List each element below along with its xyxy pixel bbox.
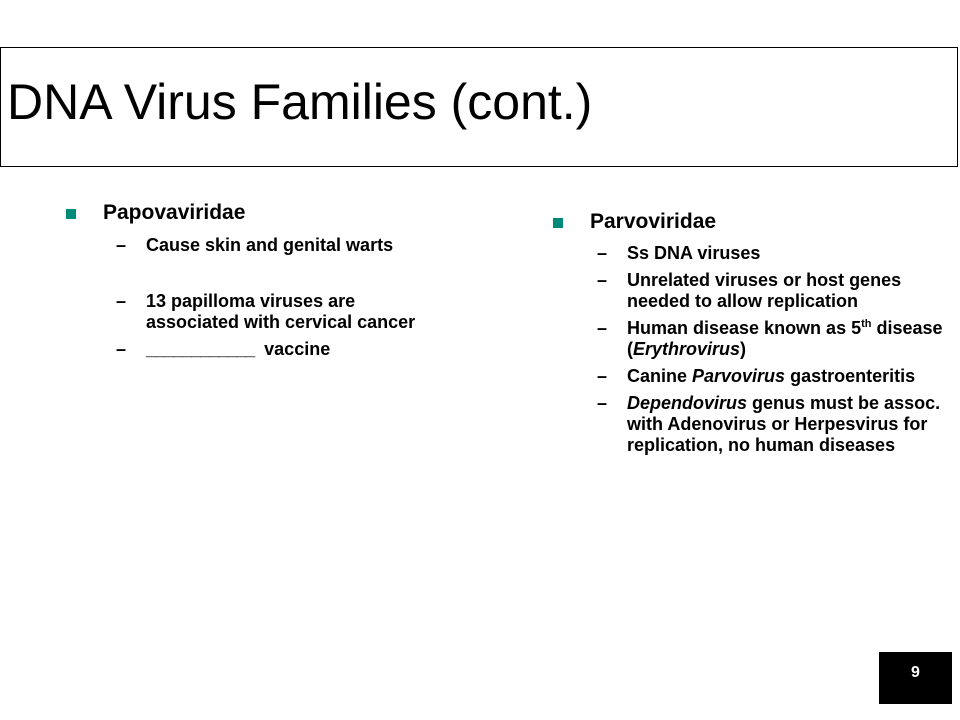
dash-marker: – bbox=[116, 339, 127, 360]
text-segment: Human disease known as 5 bbox=[627, 318, 862, 339]
parvoviridae-list bbox=[553, 243, 943, 456]
list-item-text bbox=[627, 366, 943, 387]
papovaviridae-heading: Papovaviridae bbox=[103, 201, 246, 224]
dash-marker: – bbox=[597, 366, 608, 387]
parvoviridae-heading-row bbox=[553, 209, 943, 234]
list-item bbox=[597, 366, 943, 387]
list-item-text bbox=[146, 339, 426, 360]
dash-marker: – bbox=[116, 235, 127, 256]
list-item bbox=[597, 393, 943, 456]
list-item-text: 13 papilloma viruses are associated with cervical cancer bbox=[146, 291, 416, 333]
dash-marker: – bbox=[597, 393, 608, 414]
text-segment: Canine bbox=[627, 366, 693, 387]
title-bar bbox=[0, 47, 958, 167]
list-item-text bbox=[627, 318, 943, 360]
list-item bbox=[116, 235, 426, 256]
list-item bbox=[116, 339, 426, 360]
left-column bbox=[66, 200, 426, 360]
genus-name: Parvovirus bbox=[692, 366, 786, 387]
list-item bbox=[597, 243, 943, 264]
list-item-text bbox=[627, 393, 943, 456]
fill-in-blank: ____________ bbox=[146, 339, 255, 360]
genus-name: Erythrovirus bbox=[633, 339, 741, 360]
dash-marker: – bbox=[597, 270, 608, 291]
vaccine-label: vaccine bbox=[264, 339, 331, 360]
dash-marker: – bbox=[116, 291, 127, 312]
superscript: th bbox=[861, 318, 872, 331]
list-item bbox=[116, 291, 426, 333]
list-item-text: Unrelated viruses or host genes needed to allow replication bbox=[627, 270, 902, 312]
parvoviridae-heading: Parvoviridae bbox=[590, 210, 717, 233]
text-segment: genus must be assoc. with Adenovirus or Herpesvirus for replication, no human diseases bbox=[627, 393, 941, 456]
genus-name: Dependovirus bbox=[627, 393, 748, 414]
text-segment: gastroenteritis bbox=[785, 366, 916, 387]
list-item-text: Cause skin and genital warts bbox=[146, 235, 394, 256]
text-segment: ) bbox=[740, 339, 747, 360]
right-column bbox=[553, 209, 943, 462]
square-bullet-icon bbox=[553, 218, 563, 228]
papovaviridae-heading-row bbox=[66, 200, 426, 225]
slide-title: DNA Virus Families (cont.) bbox=[7, 74, 593, 130]
dash-marker: – bbox=[597, 243, 608, 264]
papovaviridae-list bbox=[66, 235, 426, 360]
dash-marker: – bbox=[597, 318, 608, 339]
list-item-text: Ss DNA viruses bbox=[627, 243, 761, 264]
list-item bbox=[597, 318, 943, 360]
text-segment: disease ( bbox=[627, 318, 943, 360]
page-number: 9 bbox=[879, 652, 952, 704]
list-item bbox=[597, 270, 943, 312]
square-bullet-icon bbox=[66, 209, 76, 219]
